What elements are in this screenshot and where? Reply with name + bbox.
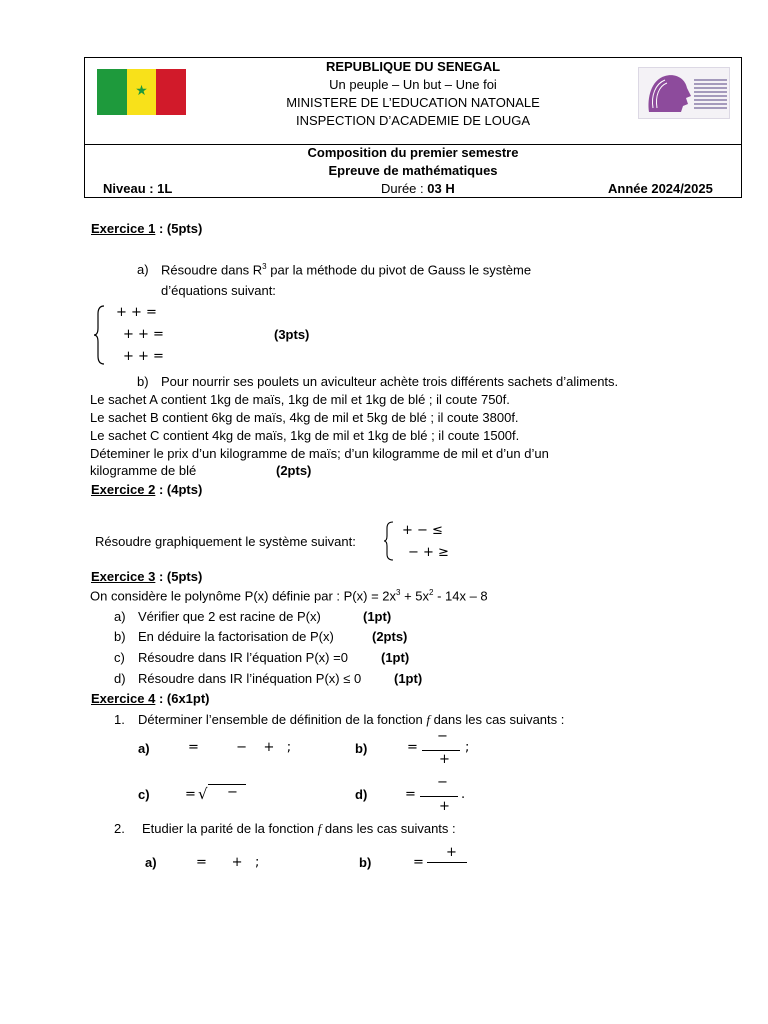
ex4-points: : (6x1pt) bbox=[155, 691, 210, 706]
ex1-heading bbox=[91, 221, 202, 236]
ex2-heading bbox=[91, 482, 202, 497]
ex4-b2-fraction-bar bbox=[427, 862, 467, 863]
profile-head-icon bbox=[639, 68, 729, 118]
ex2-brace bbox=[383, 521, 395, 561]
ex4-b-semi: ; bbox=[465, 740, 470, 755]
ex4-q2-text2: dans les cas suivants : bbox=[321, 821, 456, 836]
ex3-a-points: (1pt) bbox=[363, 609, 392, 624]
duree-value: 03 H bbox=[427, 181, 455, 196]
duree-text: Durée : bbox=[381, 181, 428, 196]
ex2-title: Exercice 2 bbox=[91, 482, 156, 497]
ex4-d-den: + bbox=[439, 799, 450, 814]
ex3-sup2: 2 bbox=[429, 588, 434, 597]
ex1-title: Exercice 1 bbox=[91, 221, 156, 236]
ex1-a-sup: 3 bbox=[262, 262, 267, 271]
ex4-c-inner: − bbox=[227, 785, 238, 800]
ex4-d-dot: . bbox=[461, 787, 466, 802]
epreuve-title: Epreuve de mathématiques bbox=[328, 163, 498, 178]
ex4-a2-expr: = + ; bbox=[196, 855, 260, 870]
ex4-heading bbox=[91, 691, 210, 706]
ex1-a-text bbox=[161, 262, 531, 277]
annee-label: Année 2024/2025 bbox=[608, 181, 713, 196]
ex1-points: : (5pts) bbox=[155, 221, 203, 236]
ex4-a-expr: = − + ; bbox=[188, 740, 292, 755]
ex2-points: : (4pts) bbox=[155, 482, 203, 497]
ex1-a-label: a) bbox=[137, 262, 149, 277]
system-points: (3pts) bbox=[274, 327, 310, 342]
ex2-row-2: − + ≥ bbox=[408, 545, 449, 560]
ex2-text: Résoudre graphiquement le système suivant: bbox=[95, 534, 356, 549]
ex4-q2-f: f bbox=[317, 821, 322, 836]
ex4-a2-label: a) bbox=[145, 855, 157, 870]
star-icon: ★ bbox=[135, 83, 148, 99]
ex1-line-5: kilogramme de blé bbox=[90, 463, 197, 478]
ex4-q1-f: f bbox=[426, 712, 430, 727]
ex3-a-label: a) bbox=[114, 609, 126, 624]
duree-label bbox=[381, 181, 455, 196]
ex3-intro1: On considère le polynôme P(x) définie par : P(x) = 2x bbox=[90, 588, 397, 604]
ex4-b2-label: b) bbox=[359, 855, 372, 870]
ex3-intro2: + 5x bbox=[400, 588, 430, 604]
flag-yellow-band bbox=[127, 69, 157, 115]
system-brace bbox=[93, 304, 107, 366]
ex3-heading bbox=[91, 569, 202, 584]
system-row-2: + + = bbox=[123, 327, 164, 342]
ex1-a-text1: Résoudre dans R bbox=[161, 262, 263, 278]
ex3-points: : (5pts) bbox=[155, 569, 203, 584]
composition-title: Composition du premier semestre bbox=[307, 145, 519, 160]
ex3-a-text: Vérifier que 2 est racine de P(x) bbox=[138, 609, 321, 624]
ex3-d-label: d) bbox=[114, 671, 126, 686]
ex4-b2-eq: = bbox=[413, 855, 424, 870]
ex2-row-1: + − ≤ bbox=[402, 523, 443, 538]
ex4-q1-text1: Déterminer l’ensemble de définition de la fonction bbox=[138, 712, 427, 727]
ex4-a-label: a) bbox=[138, 741, 150, 756]
ex3-c-points: (1pt) bbox=[381, 650, 410, 665]
ex4-d-fraction-bar bbox=[420, 796, 458, 797]
ex4-c-label: c) bbox=[138, 787, 150, 802]
ex3-sup1: 3 bbox=[396, 588, 401, 597]
ex4-b-fraction-bar bbox=[422, 750, 460, 751]
ex3-b-text: En déduire la factorisation de P(x) bbox=[138, 629, 334, 644]
national-motto: Un peuple – Un but – Une foi bbox=[329, 77, 497, 92]
ex3-d-text: Résoudre dans IR l’inéquation P(x) ≤ 0 bbox=[138, 671, 362, 686]
ex4-q1-text bbox=[138, 712, 564, 728]
ex4-q1-text2: dans les cas suivants : bbox=[429, 712, 565, 727]
ex1-line-4: Déteminer le prix d’un kilogramme de maïs; d’un kilogramme de mil et d’un d’un bbox=[90, 446, 549, 461]
academy-logo bbox=[638, 67, 730, 119]
ex3-d-points: (1pt) bbox=[394, 671, 423, 686]
ex1-b-text: Pour nourrir ses poulets un aviculteur achète trois différents sachets d’aliments. bbox=[161, 374, 619, 389]
ex4-b-den: + bbox=[439, 752, 450, 767]
ex4-b2-num: + bbox=[446, 845, 457, 860]
ex4-q2-num: 2. bbox=[114, 821, 125, 836]
ex4-d-eq: = bbox=[405, 787, 416, 802]
ex4-d-label: d) bbox=[355, 787, 368, 802]
ex3-intro bbox=[90, 588, 488, 603]
niveau-label: Niveau : 1L bbox=[103, 181, 173, 196]
ex1-b-label: b) bbox=[137, 374, 149, 389]
ex1-line-1: Le sachet A contient 1kg de maïs, 1kg de mil et 1kg de blé ; il coute 750f. bbox=[90, 392, 510, 407]
ex1-b-points: (2pts) bbox=[276, 463, 312, 478]
ex4-q2-text bbox=[142, 821, 456, 837]
ex3-c-label: c) bbox=[114, 650, 125, 665]
ex4-b-num: − bbox=[437, 729, 448, 744]
senegal-flag bbox=[97, 69, 186, 115]
ministry-name: MINISTERE DE L’EDUCATION NATONALE bbox=[286, 95, 540, 110]
country-title: REPUBLIQUE DU SENEGAL bbox=[325, 59, 501, 74]
ex4-c-eq: = bbox=[185, 787, 196, 802]
ex3-intro3: - 14x – 8 bbox=[433, 588, 488, 604]
ex4-d-num: − bbox=[437, 775, 448, 790]
ex1-line-2: Le sachet B contient 6kg de maïs, 4kg de mil et 5kg de blé ; il coute 3800f. bbox=[90, 410, 519, 425]
ex1-line-3: Le sachet C contient 4kg de maïs, 1kg de mil et 1kg de blé ; il coute 1500f. bbox=[90, 428, 520, 443]
ex3-title: Exercice 3 bbox=[91, 569, 156, 584]
ex4-b-eq: = bbox=[407, 740, 418, 755]
ex3-b-points: (2pts) bbox=[372, 629, 408, 644]
ex1-a-text2: par la méthode du pivot de Gauss le système bbox=[266, 262, 532, 278]
ex4-q2-text1: Etudier la parité de la fonction bbox=[142, 821, 318, 836]
flag-green-band bbox=[97, 69, 127, 115]
ex4-b-label: b) bbox=[355, 741, 368, 756]
ex4-title: Exercice 4 bbox=[91, 691, 156, 706]
system-row-3: + + = bbox=[123, 349, 164, 364]
ex4-q1-num: 1. bbox=[114, 712, 125, 727]
ex1-a-text3: d’équations suivant: bbox=[161, 283, 276, 298]
inspection-name: INSPECTION D’ACADEMIE DE LOUGA bbox=[295, 113, 531, 128]
flag-red-band bbox=[156, 69, 186, 115]
ex4-c-radical: √ bbox=[198, 785, 208, 803]
system-row-1: + + = bbox=[116, 305, 157, 320]
ex3-c-text: Résoudre dans IR l’équation P(x) =0 bbox=[138, 650, 348, 665]
ex3-b-label: b) bbox=[114, 629, 126, 644]
